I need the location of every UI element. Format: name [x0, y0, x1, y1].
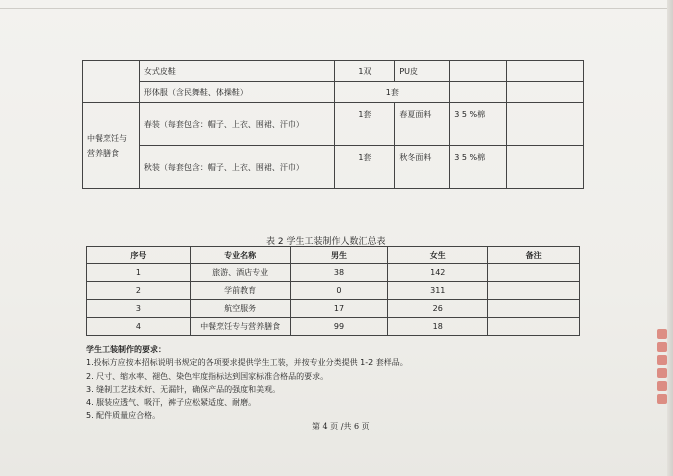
- table-cell: [488, 282, 580, 300]
- table-cell: [507, 82, 584, 103]
- column-header: 专业名称: [190, 247, 290, 264]
- table-cell: 4: [87, 318, 191, 336]
- table-cell: 秋冬面料: [395, 146, 450, 189]
- table-caption: 表 2 学生工装制作人数汇总表: [266, 237, 386, 247]
- table-row: [83, 61, 584, 82]
- headcount-summary-table: [86, 246, 580, 336]
- table-cell: 1: [87, 264, 191, 282]
- table-cell: 1套: [335, 103, 395, 146]
- column-header: 女生: [388, 247, 488, 264]
- table-cell: 1双: [335, 61, 395, 82]
- column-header: 男生: [290, 247, 388, 264]
- requirement-item: 5. 配件质量应合格。: [86, 411, 161, 421]
- table-cell: 26: [388, 300, 488, 318]
- requirement-item: 2. 尺寸、缩水率、褪色、染色牢度指标达到国家标准合格品的要求。: [86, 371, 329, 381]
- table-row: [87, 264, 580, 282]
- table-cell: 春装（每套包含：帽子、上衣、围裙、汗巾）: [139, 103, 335, 146]
- table-row: [87, 300, 580, 318]
- table-row: [83, 82, 584, 103]
- table-cell: 142: [388, 264, 488, 282]
- table-cell: [507, 103, 584, 146]
- table-cell: 学前教育: [190, 282, 290, 300]
- table-cell: 311: [388, 282, 488, 300]
- table-cell: [488, 318, 580, 336]
- column-header: 备注: [488, 247, 580, 264]
- table-cell: 秋装（每套包含：帽子、上衣、围裙、汗巾）: [139, 146, 335, 189]
- table-cell: 17: [290, 300, 388, 318]
- table-cell: 1套: [335, 82, 450, 103]
- requirement-item: 1.投标方应按本招标说明书规定的各项要求提供学生工装，并按专业分类提供 1-2 套样品。: [86, 358, 408, 368]
- table-cell: 形体服（含民舞鞋、体操鞋）: [139, 82, 335, 103]
- requirements-section: [86, 343, 408, 423]
- top-rule: [0, 8, 673, 9]
- requirements-heading: 学生工装制作的要求：: [86, 345, 166, 354]
- table-cell: 38: [290, 264, 388, 282]
- table-cell: [488, 264, 580, 282]
- table-cell: [488, 300, 580, 318]
- table-cell: 0: [290, 282, 388, 300]
- table-cell: 3 5 %棉: [450, 146, 507, 189]
- table-cell: 航空服务: [190, 300, 290, 318]
- uniform-spec-table: [82, 60, 584, 189]
- table-cell: 旅游、酒店专业: [190, 264, 290, 282]
- table-cell: 3: [87, 300, 191, 318]
- page-number: 第 4 页 /共 6 页: [312, 422, 370, 431]
- table-cell: [507, 146, 584, 189]
- table-row: [83, 146, 584, 189]
- requirement-item: 4. 服装应透气、吸汗，裤子应松紧适度、耐磨。: [86, 398, 257, 408]
- table-cell: 3 5 %棉: [450, 103, 507, 146]
- table-cell: [450, 82, 507, 103]
- requirement-item: 3. 缝制工艺技术好、无漏针，确保产品的强度和美观。: [86, 384, 281, 394]
- table-cell: [507, 61, 584, 82]
- table-cell: 女式皮鞋: [139, 61, 335, 82]
- table-cell: 2: [87, 282, 191, 300]
- red-seal-stamp: [657, 326, 669, 431]
- table-row: [83, 103, 584, 146]
- table-row: [87, 318, 580, 336]
- table-cell: 18: [388, 318, 488, 336]
- table-cell: 中餐烹饪与营养膳食: [83, 103, 140, 189]
- table-cell: 1套: [335, 146, 395, 189]
- column-header: 序号: [87, 247, 191, 264]
- table-cell: 99: [290, 318, 388, 336]
- table-row: [87, 282, 580, 300]
- table-cell: 春夏面料: [395, 103, 450, 146]
- table-cell: [450, 61, 507, 82]
- table-cell: [83, 61, 140, 103]
- table-cell: PU皮: [395, 61, 450, 82]
- table-cell: 中餐烹饪专与营养膳食: [190, 318, 290, 336]
- table-header-row: [87, 247, 580, 264]
